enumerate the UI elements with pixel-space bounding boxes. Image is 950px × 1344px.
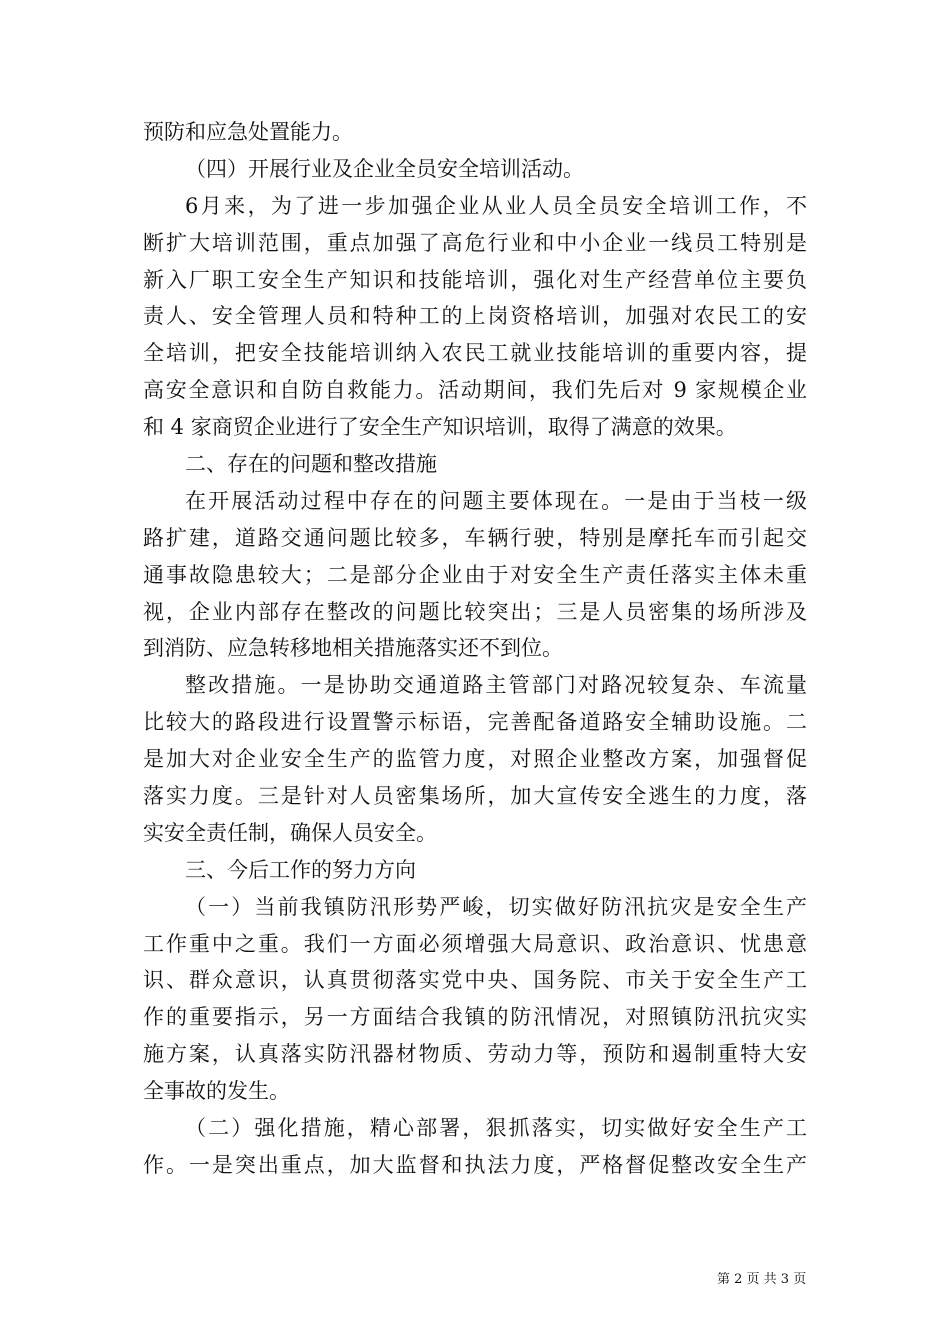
text-line: 责人、安全管理人员和特种工的上岗资格培训，加强对农民工的安: [143, 304, 807, 329]
section-heading: （四）开展行业及企业全员安全培训活动。: [185, 156, 584, 181]
text-line: 到消防、应急转移地相关措施落实还不到位。: [143, 636, 563, 661]
text-line: 全培训，把安全技能培训纳入农民工就业技能培训的重要内容，提: [143, 341, 807, 366]
text-line: 工作重中之重。我们一方面必须增强大局意识、政治意识、忧患意: [143, 931, 807, 956]
text-line: 6月来，为了进一步加强企业从业人员全员安全培训工作，不: [185, 193, 807, 218]
text-line: 实安全责任制，确保人员安全。: [143, 820, 437, 845]
text-line: 通事故隐患较大；二是部分企业由于对安全生产责任落实主体未重: [143, 562, 807, 587]
text-line: 作。一是突出重点，加大监督和执法力度，严格督促整改安全生产: [143, 1152, 807, 1177]
text-line: 视，企业内部存在整改的问题比较突出；三是人员密集的场所涉及: [143, 599, 807, 624]
text-line: 比较大的路段进行设置警示标语，完善配备道路安全辅助设施。二: [143, 710, 807, 735]
text-line: 全事故的发生。: [143, 1079, 290, 1104]
text-line: （二）强化措施，精心部署，狠抓落实，切实做好安全生产工: [185, 1116, 807, 1141]
text-line: 是加大对企业安全生产的监管力度，对照企业整改方案，加强督促: [143, 747, 807, 772]
text-line: 断扩大培训范围，重点加强了高危行业和中小企业一线员工特别是: [143, 230, 807, 255]
text-line: （一）当前我镇防汛形势严峻，切实做好防汛抗灾是安全生产: [185, 894, 807, 919]
text-line: 施方案，认真落实防汛器材物质、劳动力等，预防和遏制重特大安: [143, 1042, 807, 1067]
text-line: 和 4 家商贸企业进行了安全生产知识培训，取得了满意的效果。: [143, 415, 737, 440]
section-heading: 二、存在的问题和整改措施: [185, 452, 437, 477]
text-line: 作的重要指示，另一方面结合我镇的防汛情况，对照镇防汛抗灾实: [143, 1005, 807, 1030]
text-line: 整改措施。一是协助交通道路主管部门对路况较复杂、车流量: [185, 673, 807, 698]
text-line: 识、群众意识，认真贯彻落实党中央、国务院、市关于安全生产工: [143, 968, 807, 993]
section-heading: 三、今后工作的努力方向: [185, 857, 416, 882]
text-line: 落实力度。三是针对人员密集场所，加大宣传安全逃生的力度，落: [143, 784, 807, 809]
text-line: 新入厂职工安全生产知识和技能培训，强化对生产经营单位主要负: [143, 267, 807, 292]
text-line: 高安全意识和自防自救能力。活动期间，我们先后对 9 家规模企业: [143, 378, 807, 403]
text-line: 预防和应急处置能力。: [143, 120, 353, 144]
text-line: 路扩建，道路交通问题比较多，车辆行驶，特别是摩托车而引起交: [143, 525, 807, 550]
document-body: [143, 114, 807, 1184]
page-number: 第 2 页 共 3 页: [717, 1272, 807, 1287]
text-line: 在开展活动过程中存在的问题主要体现在。一是由于当枝一级: [185, 488, 807, 513]
